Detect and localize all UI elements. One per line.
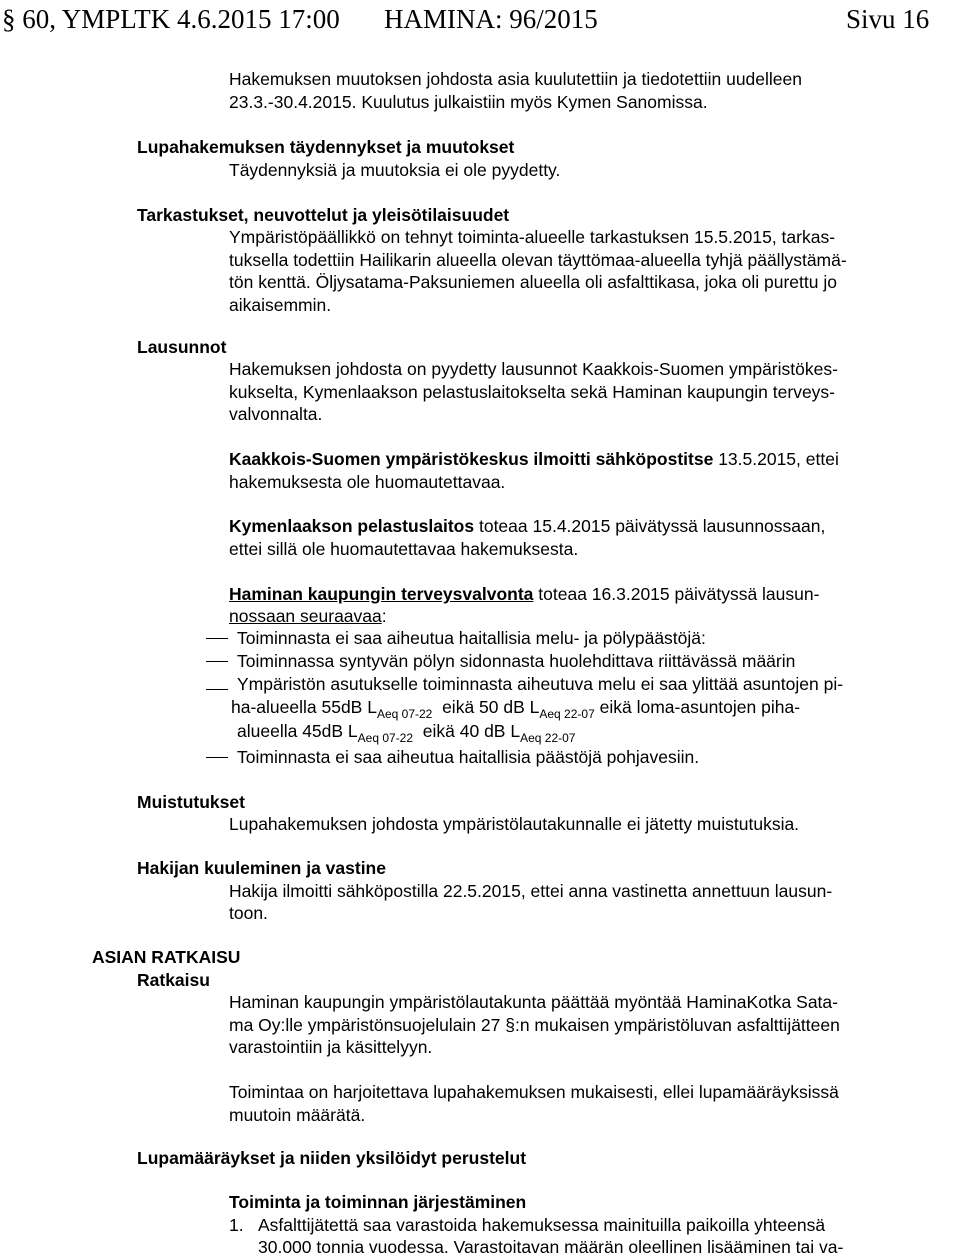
bullet-item: Toiminnasta ei saa aiheutua haitallisia melu- ja pölypäästöjä: <box>237 628 706 648</box>
noise-limit-text: ha-alueella 55dB L <box>231 697 377 717</box>
hamina-seuraavaa: nossaan seuraavaa <box>229 606 382 626</box>
bullet-item: Toiminnasta ei saa aiheutua haitallisia päästöjä pohjavesiin. <box>237 747 700 767</box>
hakijan-line-2: toon. <box>229 903 268 923</box>
section-heading-lupamaaraykset: Lupamääräykset ja niiden yksilöidyt perustelut <box>137 1148 527 1168</box>
lausunnot-line: Hakemuksen johdosta on pyydetty lausunnot Kaakkois-Suomen ympäristökes- <box>229 359 838 379</box>
lausunnot-line: valvonnalta. <box>229 404 323 424</box>
bullet-dash <box>206 757 228 758</box>
bullet-dash <box>206 689 228 690</box>
section-heading-muistutukset: Muistutukset <box>137 792 245 812</box>
kymen-source: Kymenlaakson pelastuslaitos <box>229 516 475 536</box>
section-heading-lupahakemus: Lupahakemuksen täydennykset ja muutokset <box>137 137 515 157</box>
list-item-number: 1. <box>229 1215 244 1235</box>
kymen-statement <box>229 515 825 538</box>
kymen-statement-text: toteaa 15.4.2015 päivätyssä lausunnossaan, <box>474 516 826 536</box>
kaakkois-statement-text: 13.5.2015, ettei <box>713 449 839 469</box>
intro-line-2: 23.3.-30.4.2015. Kuulutus julkaistiin myös Kymen Sanomissa. <box>229 92 708 112</box>
muistutukset-text: Lupahakemuksen johdosta ympäristölautakunnalle ei jätetty muistutuksia. <box>229 814 800 834</box>
section-heading-tarkastukset: Tarkastukset, neuvottelut ja yleisötilaisuudet <box>137 205 510 225</box>
kaakkois-statement-line-2: hakemuksesta ole huomautettavaa. <box>229 472 506 492</box>
noise-subscript: Aeq 07-22 <box>376 707 433 721</box>
header-center: HAMINA: 96/2015 <box>384 4 598 34</box>
section-heading-hakijan: Hakijan kuuleminen ja vastine <box>137 858 386 878</box>
intro-line-1: Hakemuksen muutoksen johdosta asia kuulutettiin ja tiedotettiin uudelleen <box>229 69 802 89</box>
kymen-statement-line-2: ettei sillä ole huomautettavaa hakemuksesta. <box>229 539 579 559</box>
ratkaisu-paragraph-line: Haminan kaupungin ympäristölautakunta päättää myöntää HaminaKotka Sata- <box>229 992 838 1012</box>
bullet-item: Ympäristön asutukselle toiminnasta aiheutuva melu ei saa ylittää asuntojen pi- <box>237 674 844 694</box>
hamina-statement-line-2 <box>229 605 387 628</box>
list-item-line: Asfalttijätettä saa varastoida hakemuksessa mainituilla paikoilla yhteensä <box>258 1215 826 1235</box>
ratkaisu-paragraph-line: varastointiin ja käsittelyyn. <box>229 1037 433 1057</box>
noise-limit-text: eikä 50 dB L <box>432 697 540 717</box>
noise-limit-text: alueella 45dB L <box>237 721 358 741</box>
hamina-source: Haminan kaupungin terveysvalvonta <box>229 584 534 604</box>
ratkaisu-paragraph-line: Toimintaa on harjoitettava lupahakemuksen mukaisesti, ellei lupamääräyksissä <box>229 1082 839 1102</box>
noise-subscript: Aeq 07-22 <box>357 731 414 745</box>
hamina-statement-text: toteaa 16.3.2015 päivätyssä lausun- <box>533 584 820 604</box>
hamina-colon: : <box>381 606 387 626</box>
header-left: § 60, YMPLTK 4.6.2015 17:00 <box>2 4 340 34</box>
section-heading-lausunnot: Lausunnot <box>137 337 227 357</box>
list-item-line: 30.000 tonnia vuodessa. Varastoitavan määrän oleellinen lisääminen tai va- <box>258 1237 844 1257</box>
kaakkois-statement <box>229 448 839 471</box>
hamina-statement <box>229 583 819 606</box>
ratkaisu-paragraph-line: muutoin määrätä. <box>229 1105 366 1125</box>
noise-limit-text: eikä loma-asuntojen piha- <box>594 697 801 717</box>
header-page-number: Sivu 16 <box>846 4 930 34</box>
kaakkois-source: Kaakkois-Suomen ympäristökeskus ilmoitti sähköpostitse <box>229 449 714 469</box>
ratkaisu-paragraph-line: ma Oy:lle ympäristönsuojelulain 27 §:n mukaisen ympäristöluvan asfalttijätteen <box>229 1015 840 1035</box>
lupahakemus-text: Täydennyksiä ja muutoksia ei ole pyydetty. <box>229 160 561 180</box>
lausunnot-line: kukselta, Kymenlaakson pelastuslaitokselta sekä Haminan kaupungin terveys- <box>229 382 836 402</box>
section-heading-asian-ratkaisu: ASIAN RATKAISU <box>92 947 241 967</box>
noise-limit-text: eikä 40 dB L <box>413 721 521 741</box>
tarkastukset-line: tuksella todettiin Hailikarin alueella olevan täyttömaa-alueella tyhjä päällystämä- <box>229 250 847 270</box>
noise-subscript: Aeq 22-07 <box>539 707 595 721</box>
bullet-dash <box>206 638 228 639</box>
tarkastukset-line: Ympäristöpäällikkö on tehnyt toiminta-alueelle tarkastuksen 15.5.2015, tarkas- <box>229 227 836 247</box>
tarkastukset-line: aikaisemmin. <box>229 295 332 315</box>
subheading-toiminta: Toiminta ja toiminnan järjestäminen <box>229 1192 527 1212</box>
subheading-ratkaisu: Ratkaisu <box>137 970 210 990</box>
hakijan-line-1: Hakija ilmoitti sähköpostilla 22.5.2015, ettei anna vastinetta annettuun lausun- <box>229 881 833 901</box>
noise-subscript: Aeq 22-07 <box>520 731 576 745</box>
bullet-item: Toiminnassa syntyvän pölyn sidonnasta huolehdittava riittävässä määrin <box>237 651 796 671</box>
bullet-dash <box>206 661 228 662</box>
bullet-item-continuation <box>231 696 800 719</box>
tarkastukset-line: tön kenttä. Öljysatama-Paksuniemen alueella oli asfalttikasa, joka oli purettu jo <box>229 272 837 292</box>
bullet-item-continuation <box>237 720 575 743</box>
